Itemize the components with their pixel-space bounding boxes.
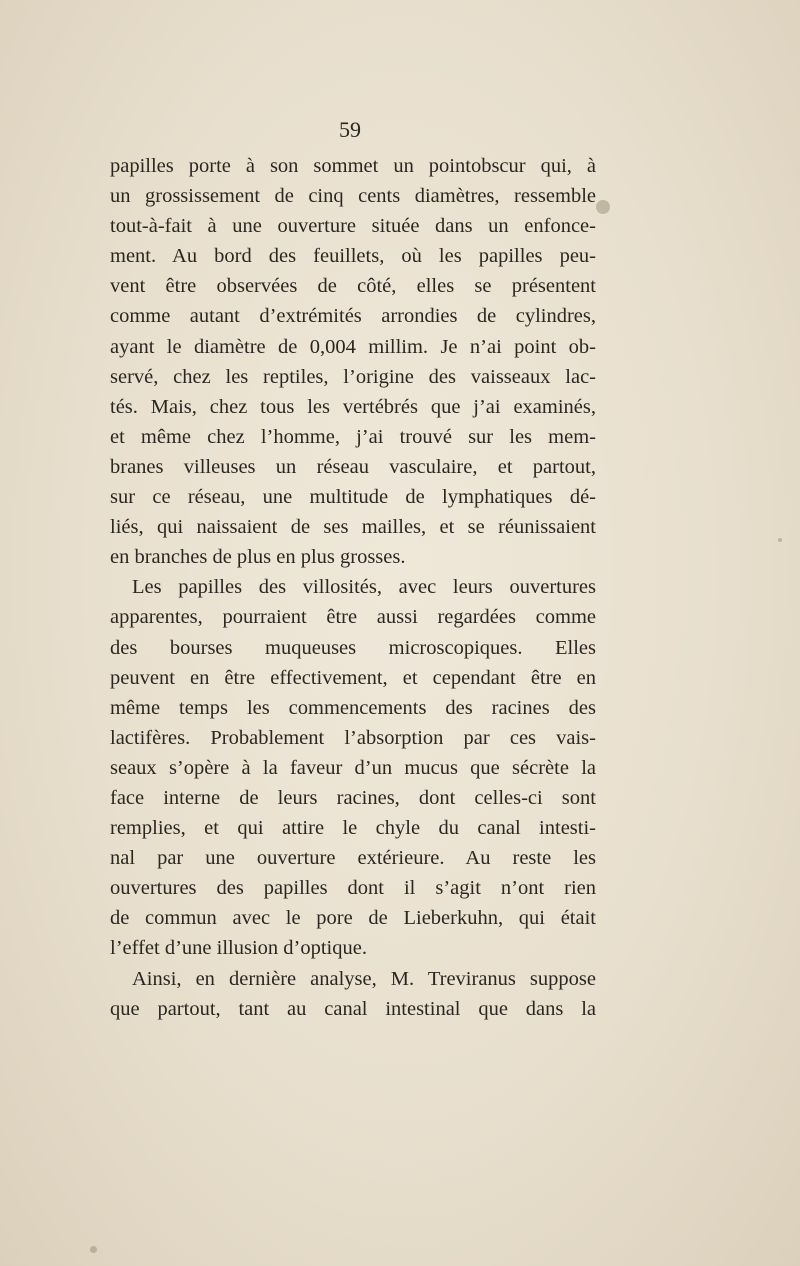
paragraph-end-line: en branches de plus en plus grosses. — [110, 546, 406, 569]
text-line: nal par une ouverture extérieure. Au reste les — [110, 847, 596, 870]
text-line: remplies, et qui attire le chyle du canal intesti- — [110, 817, 596, 840]
body-text — [110, 151, 596, 1024]
text-line: des bourses muqueuses microscopiques. Elles — [110, 636, 596, 659]
text-line: branes villeuses un réseau vasculaire, et partout, — [110, 455, 596, 478]
text-line: apparentes, pourraient être aussi regardées comme — [110, 606, 596, 629]
text-line: liés, qui naissaient de ses mailles, et se réunissaient — [110, 516, 596, 539]
text-line: sur ce réseau, une multitude de lymphatiques dé- — [110, 486, 596, 509]
text-line: que partout, tant au canal intestinal que dans la — [110, 997, 596, 1020]
text-line: seaux s’opère à la faveur d’un mucus que sécrète la — [110, 756, 596, 779]
text-line: ayant le diamètre de 0,004 millim. Je n’ai point ob- — [110, 335, 596, 358]
text-line: ment. Au bord des feuillets, où les papilles peu- — [110, 245, 596, 268]
text-line: tout-à-fait à une ouverture située dans un enfonce- — [110, 215, 596, 238]
paper-stain — [90, 1246, 97, 1253]
text-line: face interne de leurs racines, dont celles-ci sont — [110, 786, 596, 809]
text-line: tés. Mais, chez tous les vertébrés que j’ai examinés, — [110, 395, 596, 418]
paper-stain — [596, 200, 610, 214]
text-line: même temps les commencements des racines des — [110, 696, 596, 719]
text-line: lactifères. Probablement l’absorption par ces vais- — [110, 726, 596, 749]
text-line: et même chez l’homme, j’ai trouvé sur les mem- — [110, 425, 596, 448]
text-line: vent être observées de côté, elles se présentent — [110, 275, 596, 298]
paragraph-start-line: Les papilles des villosités, avec leurs ouvertures — [132, 576, 596, 599]
text-line: de commun avec le pore de Lieberkuhn, qui était — [110, 907, 596, 930]
text-line: papilles porte à son sommet un pointobscur qui, à — [110, 155, 596, 177]
page-number: 59 — [339, 117, 361, 142]
paragraph-start-line: Ainsi, en dernière analyse, M. Treviranus suppose — [132, 967, 596, 990]
text-line: ouvertures des papilles dont il s’agit n’ont rien — [110, 877, 596, 900]
text-line: un grossissement de cinq cents diamètres, ressemble — [110, 185, 596, 208]
text-line: peuvent en être effectivement, et cependant être en — [110, 666, 596, 689]
paragraph-end-line: l’effet d’une illusion d’optique. — [110, 937, 367, 960]
paper-stain — [778, 538, 782, 542]
text-line: servé, chez les reptiles, l’origine des vaisseaux lac- — [110, 365, 596, 388]
text-line: comme autant d’extrémités arrondies de cylindres, — [110, 305, 596, 328]
